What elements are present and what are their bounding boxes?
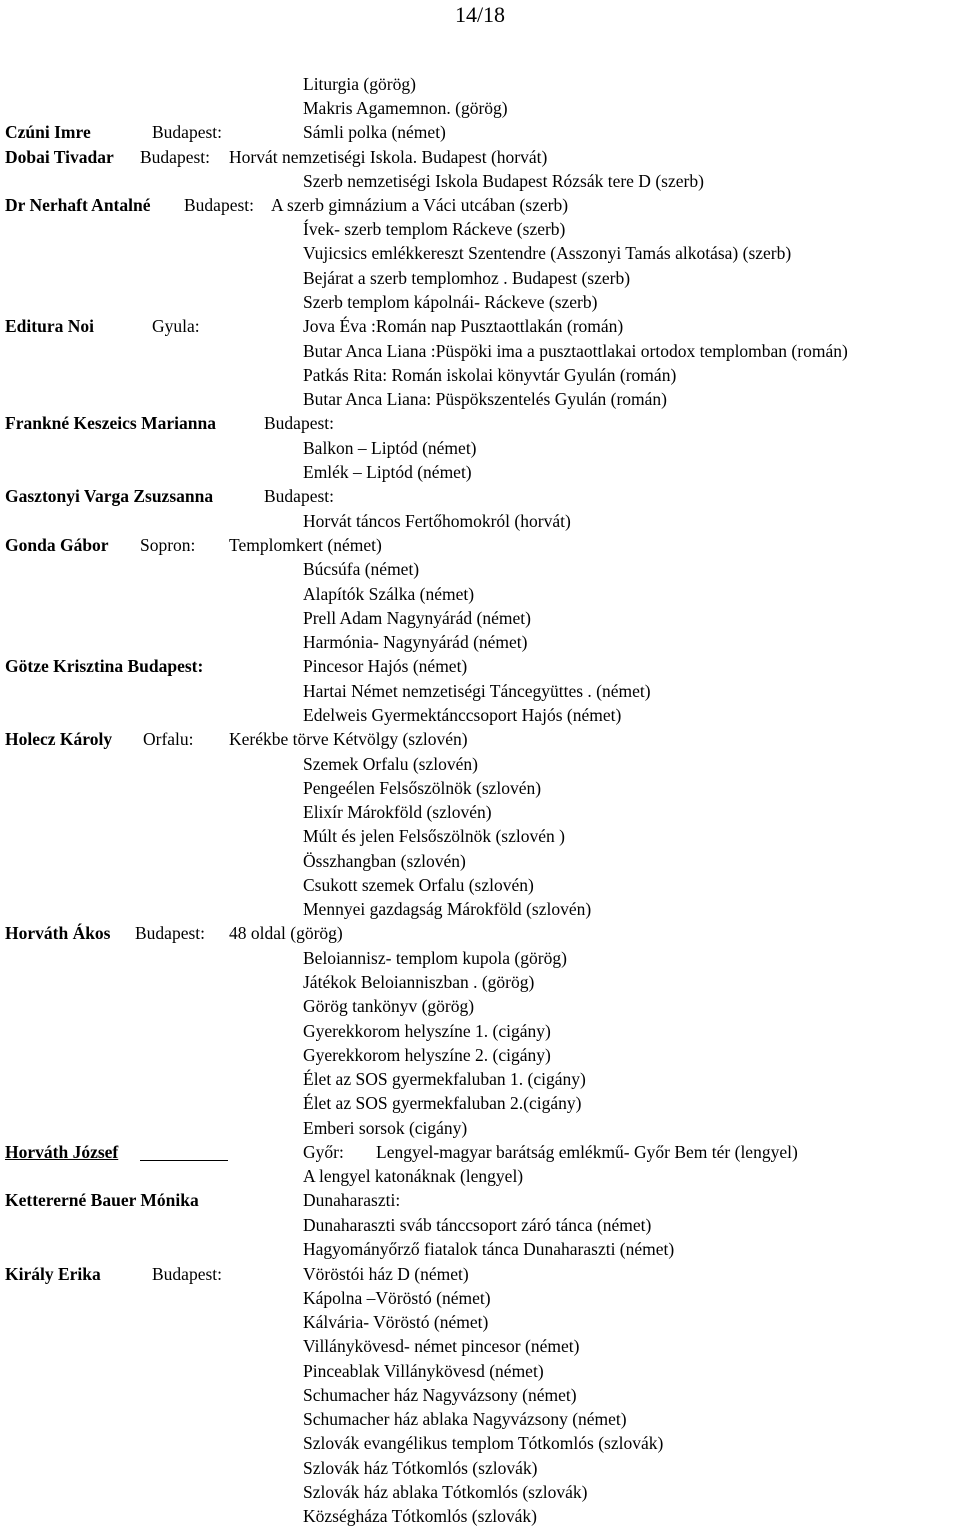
author-name: Götze Krisztina Budapest:	[5, 656, 204, 676]
list-item: Emlék – Liptód (német)	[303, 462, 472, 482]
author-name: Gasztonyi Varga Zsuzsanna	[5, 486, 214, 506]
author-name: Horváth József	[5, 1142, 119, 1162]
author-name: Király Erika	[5, 1264, 101, 1284]
list-item: Butar Anca Liana: Püspökszentelés Gyulán (román)	[303, 389, 667, 409]
author-city: Budapest:	[152, 122, 222, 142]
list-item: Kápolna –Vöröstó (német)	[303, 1288, 491, 1308]
author-name: Czúni Imre	[5, 122, 91, 142]
list-item: Szerb nemzetiségi Iskola Budapest Rózsák tere D (szerb)	[303, 171, 704, 191]
list-item: Jova Éva :Román nap Pusztaottlakán (román)	[303, 316, 624, 336]
list-item: Hagyományőrző fiatalok tánca Dunaharaszti (német)	[303, 1239, 675, 1259]
list-item: Lengyel-magyar barátság emlékmű- Győr Bem tér (lengyel)	[376, 1142, 798, 1162]
list-item: Templomkert (német)	[229, 535, 382, 555]
author-name: Dobai Tivadar	[5, 147, 114, 167]
list-item: Vöröstói ház D (német)	[303, 1264, 469, 1284]
list-item: Gyerekkorom helyszíne 1. (cigány)	[303, 1021, 551, 1041]
author-name: Editura Noi	[5, 316, 94, 336]
list-item: Szemek Orfalu (szlovén)	[303, 754, 478, 774]
list-item: Gyerekkorom helyszíne 2. (cigány)	[303, 1045, 551, 1065]
list-item: Községháza Tótkomlós (szlovák)	[303, 1506, 537, 1526]
list-item: Liturgia (görög)	[303, 74, 416, 94]
list-item: Görög tankönyv (görög)	[303, 996, 475, 1016]
list-item: Emberi sorsok (cigány)	[303, 1118, 468, 1138]
page-number: 14/18	[454, 2, 506, 27]
list-item: Búcsúfa (német)	[303, 559, 420, 579]
list-item: Prell Adam Nagynyárád (német)	[303, 608, 531, 628]
list-item: Múlt és jelen Felsőszölnök (szlovén )	[303, 826, 565, 846]
list-item: Élet az SOS gyermekfaluban 2.(cigány)	[303, 1093, 582, 1113]
list-item: Szlovák ház ablaka Tótkomlós (szlovák)	[303, 1482, 588, 1502]
list-item: Beloiannisz- templom kupola (görög)	[303, 948, 567, 968]
list-item: Horvát táncos Fertőhomokról (horvát)	[303, 511, 571, 531]
list-item: Sámli polka (német)	[303, 122, 446, 142]
author-name: Gonda Gábor	[5, 535, 109, 555]
author-name: Frankné Keszeics Marianna	[5, 413, 216, 433]
author-city: Budapest:	[140, 147, 210, 167]
list-item: A szerb gimnázium a Váci utcában (szerb)	[271, 195, 569, 215]
list-item: Alapítók Szálka (német)	[303, 584, 475, 604]
author-name: Holecz Károly	[5, 729, 113, 749]
list-item: Patkás Rita: Román iskolai könyvtár Gyulán (román)	[303, 365, 677, 385]
author-city: Sopron:	[140, 535, 196, 555]
list-item: Játékok Beloianniszban . (görög)	[303, 972, 535, 992]
list-item: Butar Anca Liana :Püspöki ima a pusztaottlakai ortodox templomban (román)	[303, 341, 848, 361]
underline-rule	[140, 1160, 228, 1161]
author-name: Horváth Ákos	[5, 923, 111, 943]
list-item: Ívek- szerb templom Ráckeve (szerb)	[303, 219, 566, 239]
list-item: Balkon – Liptód (német)	[303, 438, 477, 458]
author-city: Budapest:	[264, 413, 334, 433]
list-item: 48 oldal (görög)	[229, 923, 343, 943]
list-item: Bejárat a szerb templomhoz . Budapest (szerb)	[303, 268, 631, 288]
list-item: Pinceablak Villánykövesd (német)	[303, 1361, 544, 1381]
list-item: Makris Agamemnon. (görög)	[303, 98, 508, 118]
list-item: Élet az SOS gyermekfaluban 1. (cigány)	[303, 1069, 586, 1089]
list-item: Pincesor Hajós (német)	[303, 656, 468, 676]
list-item: Edelweis Gyermektánccsoport Hajós (német)	[303, 705, 622, 725]
list-item: Harmónia- Nagynyárád (német)	[303, 632, 528, 652]
author-city: Dunaharaszti:	[303, 1190, 401, 1210]
list-item: Szerb templom kápolnái- Ráckeve (szerb)	[303, 292, 598, 312]
author-city: Budapest:	[184, 195, 254, 215]
author-city: Budapest:	[152, 1264, 222, 1284]
author-city: Orfalu:	[143, 729, 194, 749]
list-item: Összhangban (szlovén)	[303, 851, 466, 871]
list-item: Villánykövesd- német pincesor (német)	[303, 1336, 580, 1356]
list-item: Kálvária- Vöröstó (német)	[303, 1312, 489, 1332]
list-item: Horvát nemzetiségi Iskola. Budapest (horvát)	[229, 147, 548, 167]
author-name: Dr Nerhaft Antalné	[5, 195, 151, 215]
list-item: Csukott szemek Orfalu (szlovén)	[303, 875, 534, 895]
author-city: Budapest:	[264, 486, 334, 506]
list-item: Elixír Márokföld (szlovén)	[303, 802, 492, 822]
list-item: Schumacher ház ablaka Nagyvázsony (német)	[303, 1409, 627, 1429]
list-item: Mennyei gazdagság Márokföld (szlovén)	[303, 899, 592, 919]
list-item: Dunaharaszti sváb tánccsoport záró tánca (német)	[303, 1215, 652, 1235]
author-city: Gyula:	[152, 316, 200, 336]
list-item: Szlovák ház Tótkomlós (szlovák)	[303, 1458, 538, 1478]
list-item: Szlovák evangélikus templom Tótkomlós (szlovák)	[303, 1433, 664, 1453]
author-city: Győr:	[303, 1142, 344, 1162]
list-item: Schumacher ház Nagyvázsony (német)	[303, 1385, 577, 1405]
list-item: Hartai Német nemzetiségi Táncegyüttes . (német)	[303, 681, 651, 701]
author-name: Kettererné Bauer Mónika	[5, 1190, 199, 1210]
list-item: Kerékbe törve Kétvölgy (szlovén)	[229, 729, 468, 749]
list-item: A lengyel katonáknak (lengyel)	[303, 1166, 524, 1186]
author-city: Budapest:	[135, 923, 205, 943]
list-item: Pengeélen Felsőszölnök (szlovén)	[303, 778, 542, 798]
list-item: Vujicsics emlékkereszt Szentendre (Asszonyi Tamás alkotása) (szerb)	[303, 243, 792, 263]
